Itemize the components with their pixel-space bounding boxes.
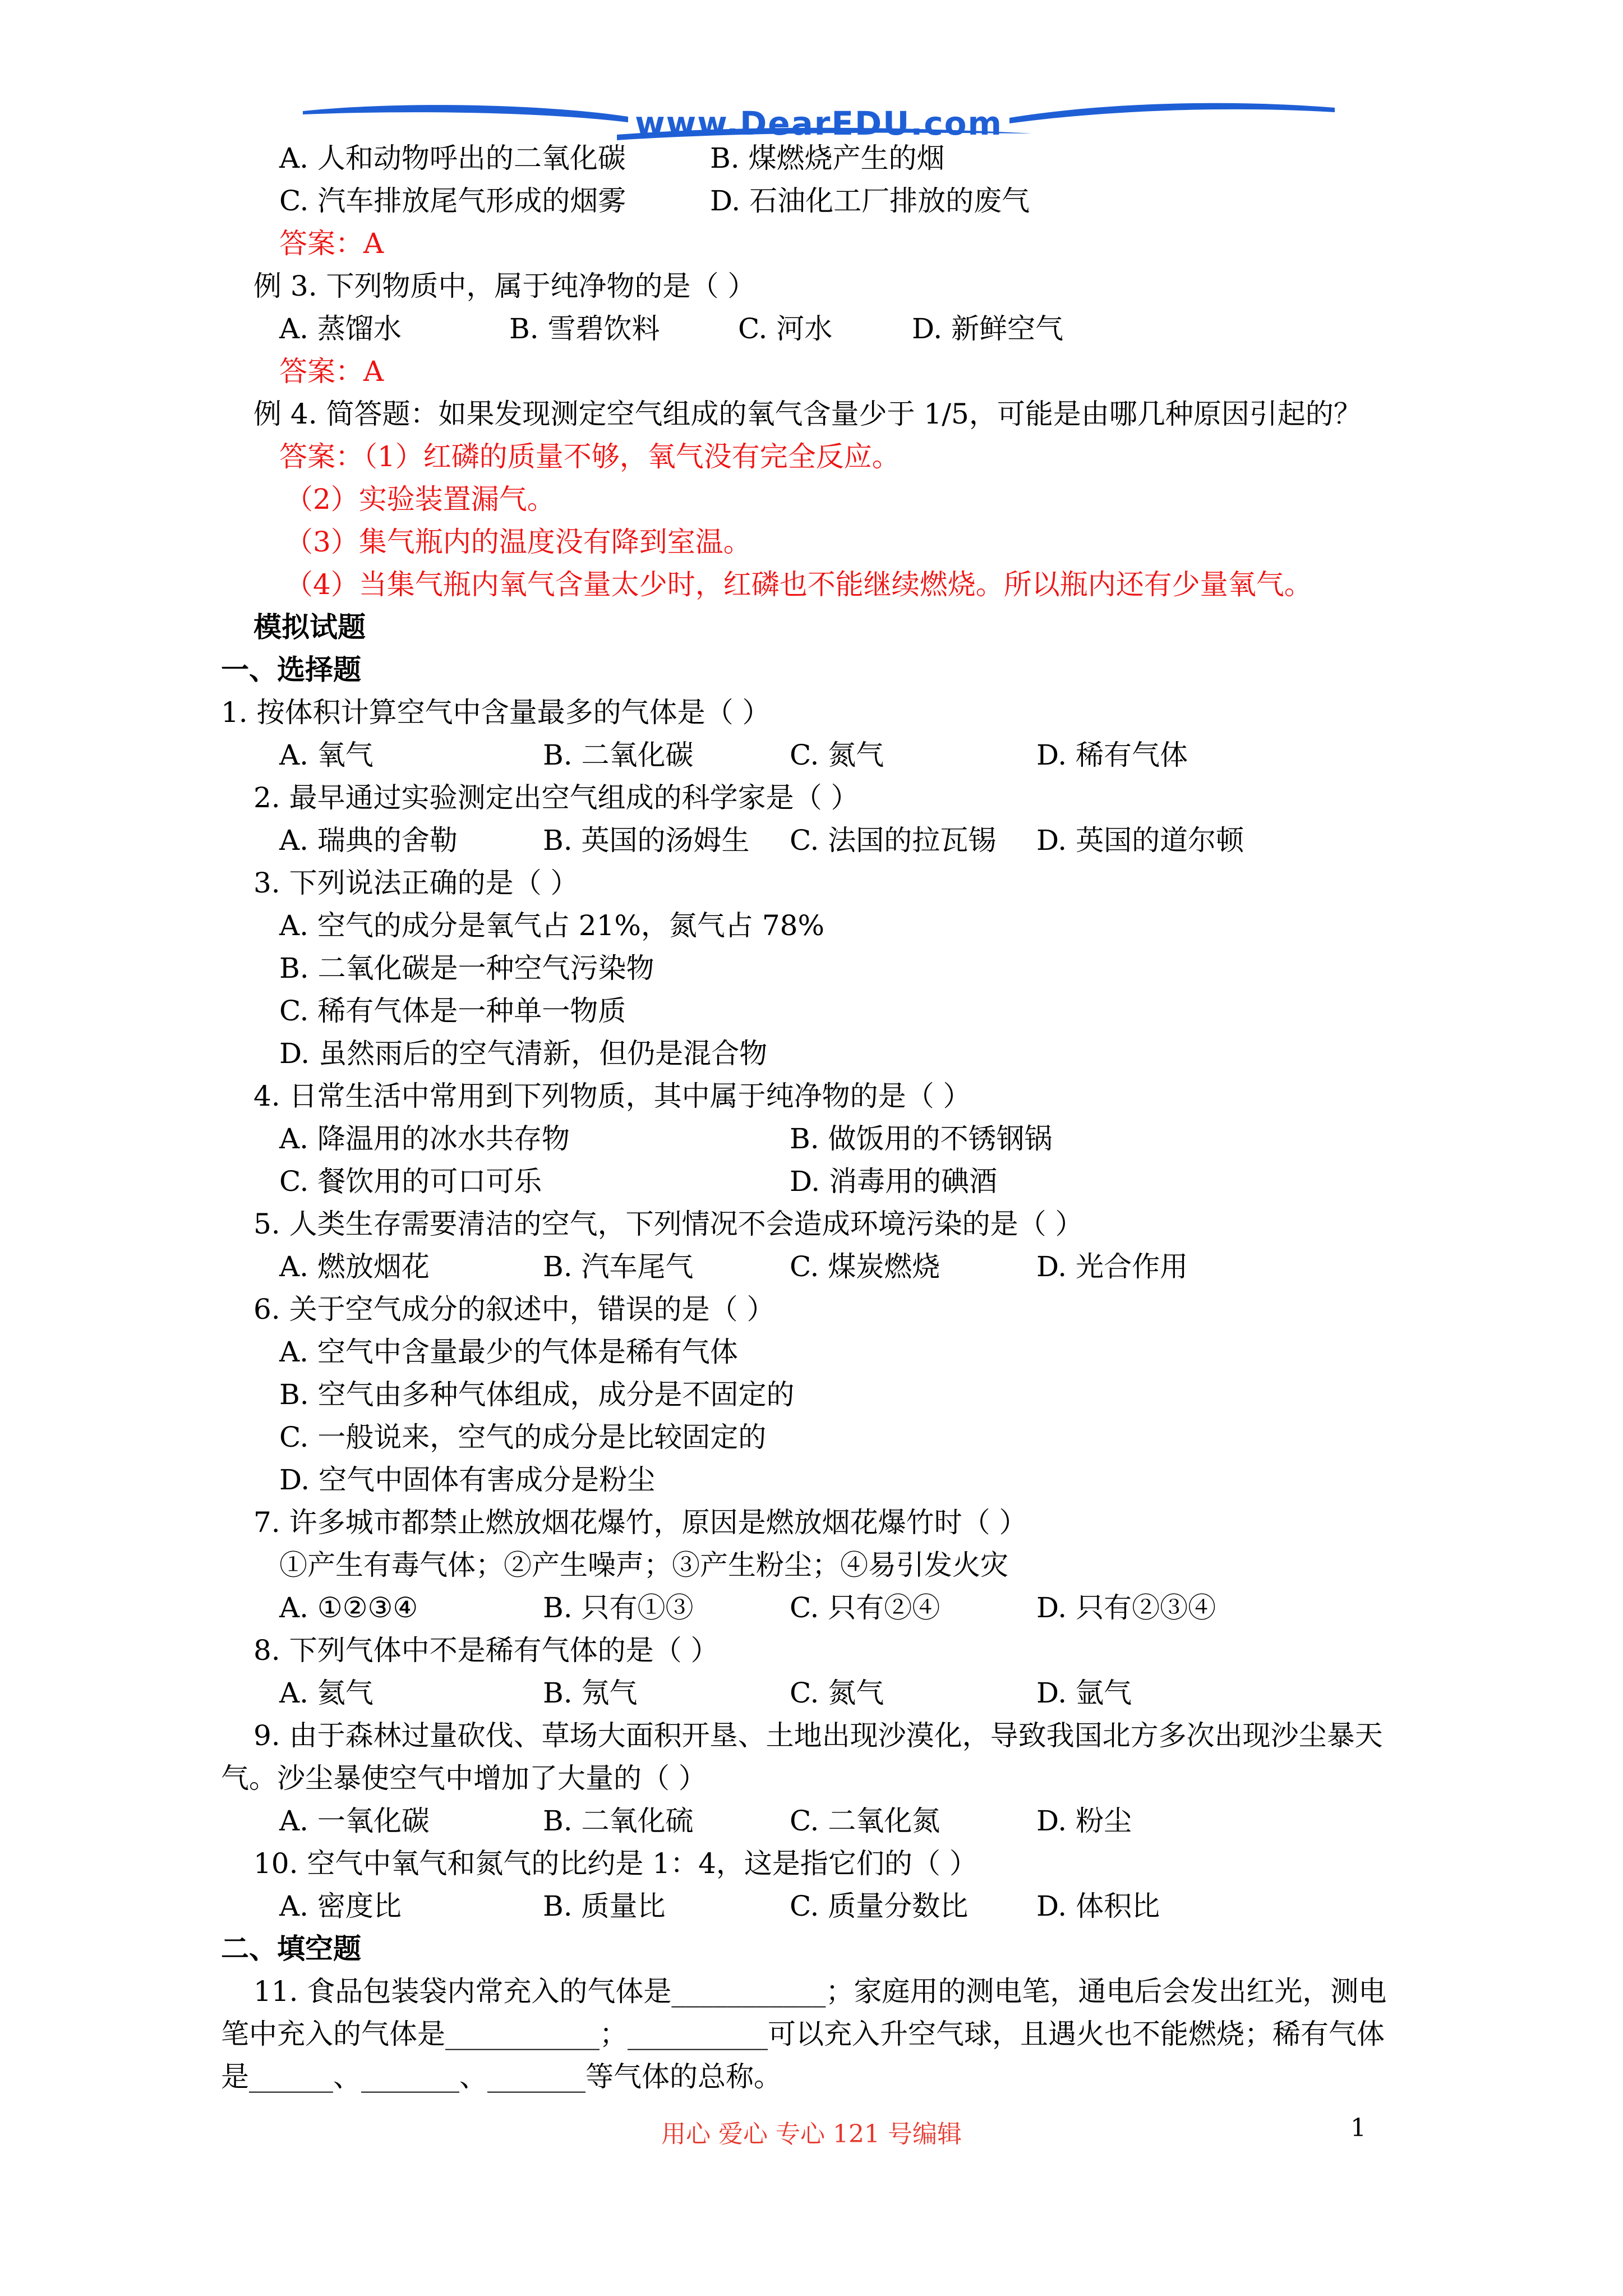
option-c: C. 汽车排放尾气形成的烟雾 [279,185,626,217]
option-b: B. 汽车尾气 [543,1250,694,1283]
answer-text: 答案：（1）红磷的质量不够，氧气没有完全反应。 [279,440,900,473]
option-c: C. 质量分数比 [790,1890,969,1922]
question: 7. 许多城市都禁止燃放烟花爆竹，原因是燃放烟花爆竹时（ ） [253,1506,1027,1539]
option-c: C. 稀有气体是一种单一物质 [279,995,626,1027]
question: 6. 关于空气成分的叙述中，错误的是（ ） [253,1293,775,1326]
option-a: A. 密度比 [279,1890,402,1922]
option-b: B. 二氧化碳是一种空气污染物 [279,952,654,984]
question-statements: ①产生有毒气体；②产生噪声；③产生粉尘；④易引发火灾 [279,1549,1008,1581]
option-a: A. 瑞典的舍勒 [279,824,458,857]
question: 10. 空气中氧气和氮气的比约是 1：4，这是指它们的（ ） [253,1847,978,1880]
option-a: A. 空气中含量最少的气体是稀有气体 [279,1336,738,1368]
option-b: B. 煤燃烧产生的烟 [710,142,945,174]
option-d: D. 英国的道尔顿 [1036,824,1244,857]
question: 1. 按体积计算空气中含量最多的气体是（ ） [221,696,771,729]
answer-text: 答案：A [279,227,384,260]
option-a: A. 氧气 [279,739,374,771]
option-a: A. 氦气 [279,1677,374,1709]
option-c: C. 餐饮用的可口可乐 [279,1165,542,1198]
fill-blank-question-continued: 是______、_______、_______等气体的总称。 [221,2060,782,2093]
option-b: B. 英国的汤姆生 [543,824,750,857]
option-b: B. 雪碧饮料 [509,312,660,345]
answer-text: 答案：A [279,355,384,388]
option-b: B. 做饭用的不锈钢锅 [790,1122,1053,1155]
option-a: A. 蒸馏水 [279,312,402,345]
option-d: D. 消毒用的碘酒 [790,1165,998,1198]
option-d: D. 虽然雨后的空气清新，但仍是混合物 [279,1037,768,1070]
answer-text: （4）当集气瓶内氧气含量太少时，红磷也不能继续燃烧。所以瓶内还有少量氧气。 [285,568,1312,601]
option-a: A. ①②③④ [279,1591,418,1624]
example-question: 例 4. 简答题：如果发现测定空气组成的氧气含量少于 1/5，可能是由哪几种原因引起的？ [253,398,1362,430]
question: 4. 日常生活中常用到下列物质，其中属于纯净物的是（ ） [253,1080,971,1112]
option-a: A. 空气的成分是氧气占 21%，氮气占 78% [279,909,824,942]
option-a: A. 人和动物呼出的二氧化碳 [279,142,626,174]
section-title: 模拟试题 [253,610,366,643]
option-d: D. 只有②③④ [1036,1591,1216,1624]
option-d: D. 稀有气体 [1036,739,1188,771]
option-a: A. 降温用的冰水共存物 [279,1122,570,1155]
page-footer: 用心 爱心 专心 121 号编辑 [661,2120,962,2148]
question: 2. 最早通过实验测定出空气组成的科学家是（ ） [253,781,859,814]
option-b: B. 二氧化硫 [543,1805,694,1837]
option-c: C. 二氧化氮 [790,1805,940,1837]
option-d: D. 体积比 [1036,1890,1160,1922]
option-d: D. 粉尘 [1036,1805,1132,1837]
option-c: C. 河水 [738,312,833,345]
example-question: 例 3. 下列物质中，属于纯净物的是（ ） [253,270,756,302]
option-b: B. 氖气 [543,1677,638,1709]
question: 9. 由于森林过量砍伐、草场大面积开垦、土地出现沙漠化，导致我国北方多次出现沙尘暴天 [253,1719,1383,1752]
section-heading: 二、填空题 [221,1932,361,1965]
option-b: B. 二氧化碳 [543,739,694,771]
option-d: D. 空气中固体有害成分是粉尘 [279,1464,656,1496]
option-b: B. 质量比 [543,1890,666,1922]
option-d: D. 石油化工厂排放的废气 [710,185,1030,217]
page-number: 1 [1350,2114,1366,2142]
option-b: B. 只有①③ [543,1591,694,1624]
question-continued: 气。沙尘暴使空气中增加了大量的（ ） [221,1762,707,1795]
option-d: D. 氩气 [1036,1677,1132,1709]
question: 8. 下列气体中不是稀有气体的是（ ） [253,1634,719,1667]
section-heading: 一、选择题 [221,653,361,686]
option-c: C. 法国的拉瓦锡 [790,824,997,857]
answer-text: （2）实验装置漏气。 [285,483,555,516]
answer-text: （3）集气瓶内的温度没有降到室温。 [285,526,751,558]
option-b: B. 空气由多种气体组成，成分是不固定的 [279,1378,795,1411]
option-c: C. 一般说来，空气的成分是比较固定的 [279,1421,767,1453]
option-d: D. 光合作用 [1036,1250,1188,1283]
option-c: C. 只有②④ [790,1591,940,1624]
fill-blank-question: 11. 食品包装袋内常充入的气体是___________；家庭用的测电笔，通电后会发出红光，测电 [253,1975,1387,2008]
option-c: C. 氮气 [790,739,884,771]
option-a: A. 一氧化碳 [279,1805,430,1837]
option-a: A. 燃放烟花 [279,1250,430,1283]
option-c: C. 氮气 [790,1677,884,1709]
option-c: C. 煤炭燃烧 [790,1250,940,1283]
question: 5. 人类生存需要清洁的空气，下列情况不会造成环境污染的是（ ） [253,1208,1083,1240]
fill-blank-question-continued: 笔中充入的气体是___________；__________可以充入升空气球，且遇火也不能燃烧；稀有气体 [221,2018,1385,2050]
header-url[interactable]: www.DearEDU.com [635,104,1003,142]
option-d: D. 新鲜空气 [912,312,1064,345]
question: 3. 下列说法正确的是（ ） [253,867,579,899]
